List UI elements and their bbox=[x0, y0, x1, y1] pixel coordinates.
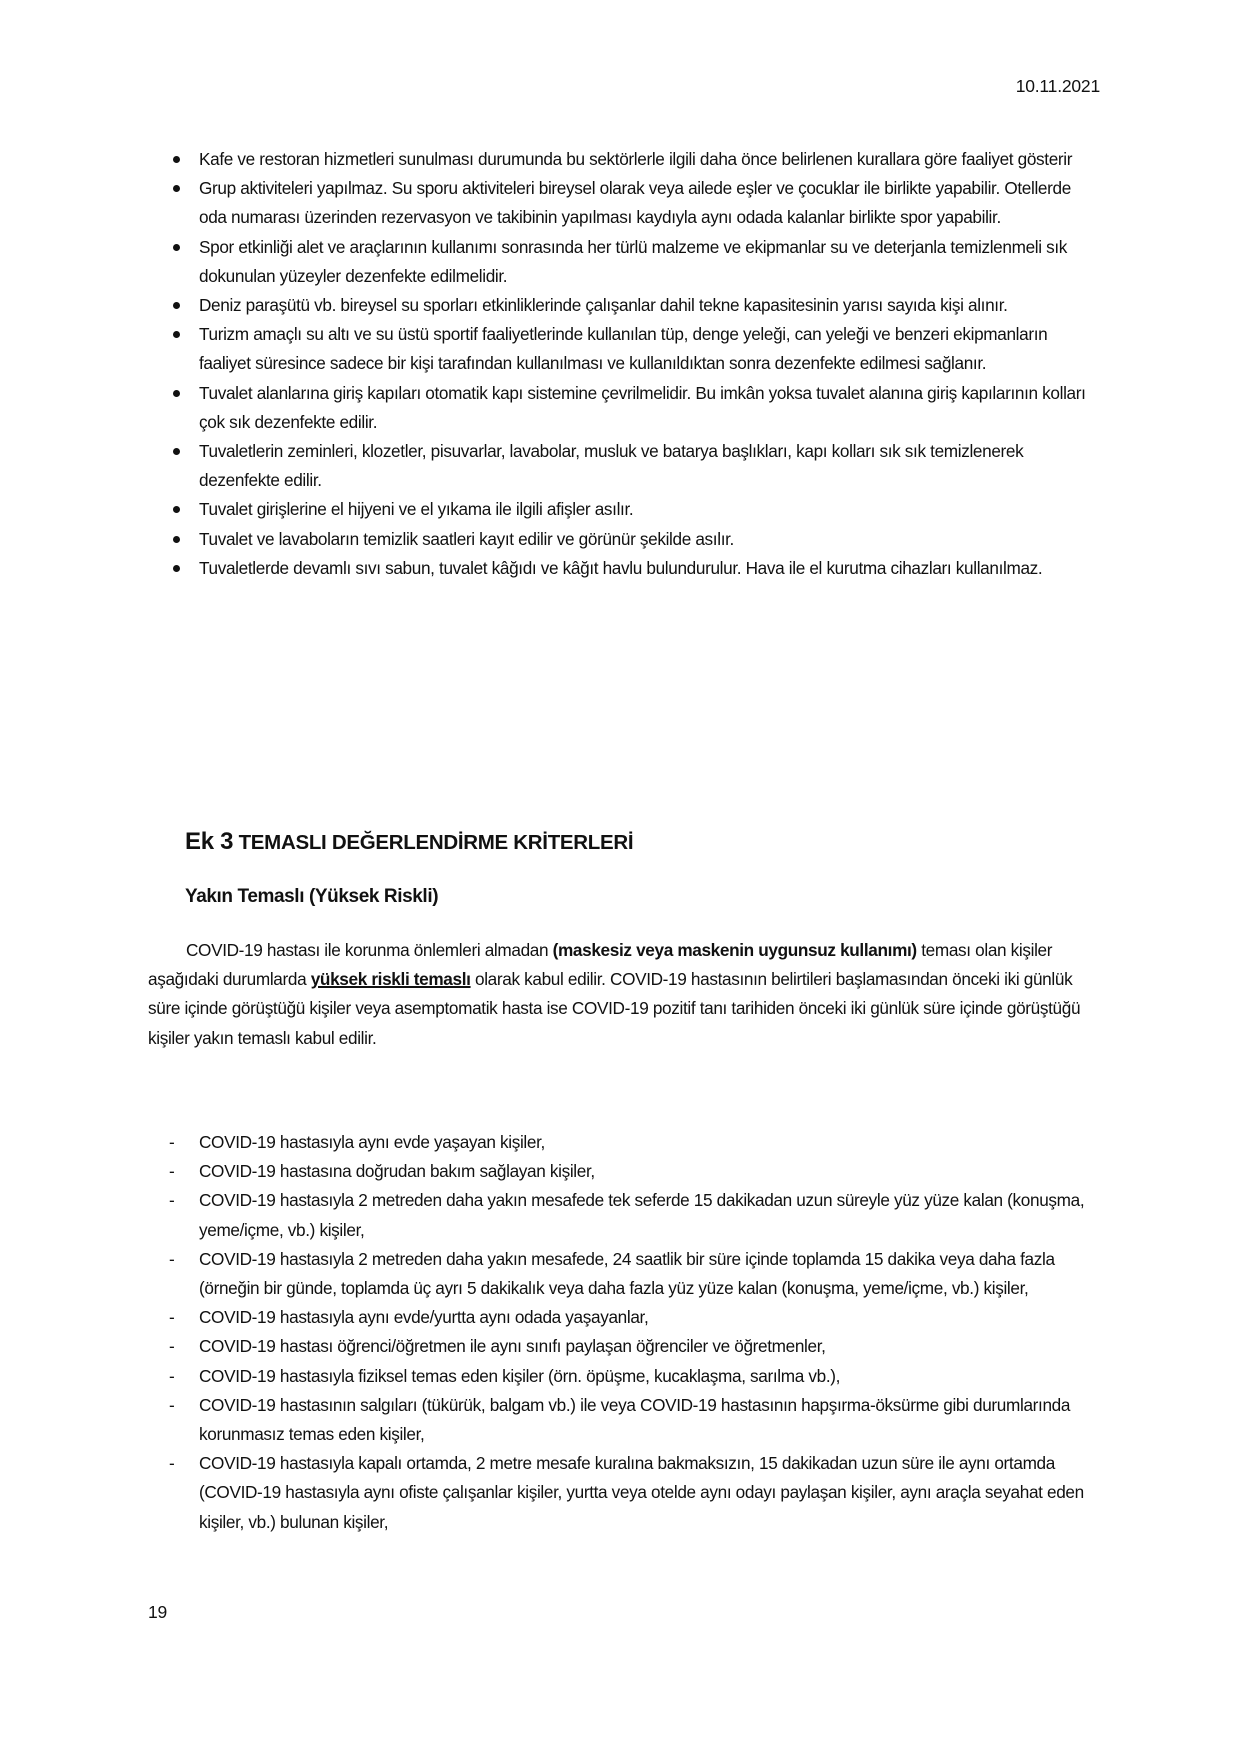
bullet-item: Tuvalet girişlerine el hijyeni ve el yıkama ile ilgili afişler asılır. bbox=[165, 495, 1100, 524]
bullet-item: Kafe ve restoran hizmetleri sunulması durumunda bu sektörlerle ilgili daha önce belirlenen kurallara göre faaliyet gösterir bbox=[165, 145, 1100, 174]
bullet-icon bbox=[173, 565, 180, 572]
dash-icon: - bbox=[169, 1132, 175, 1152]
bullet-icon bbox=[173, 156, 180, 163]
bullet-item: Tuvaletlerin zeminleri, klozetler, pisuvarlar, lavabolar, musluk ve batarya başlıkları, kapı kolları sık sık temizlenerek dezenfekte edilir. bbox=[165, 437, 1100, 495]
dash-item: - COVID-19 hastasıyla 2 metreden daha yakın mesafede, 24 saatlik bir süre içinde toplamda 15 dakika veya daha fazla (örneğin bir günde, toplamda üç ayrı 5 dakikalık veya daha fazla yüz yüze kalan (konuşma, yeme/içme, vb.) kişiler, bbox=[165, 1245, 1100, 1303]
intro-paragraph: COVID-19 hastası ile korunma önlemleri almadan (maskesiz veya maskenin uygunsuz kullanımı) teması olan kişiler aşağıdaki durumlarda yüksek riskli temaslı olarak kabul edilir. COVID-19 hastasının belirtileri başlamasından önceki iki günlük süre içinde görüştüğü kişiler veya asemptomatik hasta ise COVID-19 pozitif tanı tarihiden önceki iki günlük süre içinde görüştüğü kişiler yakın temaslı kabul edilir. bbox=[148, 940, 1081, 1048]
dash-item: - COVID-19 hastasıyla aynı evde yaşayan kişiler, bbox=[165, 1128, 1100, 1157]
section-heading-prefix: Ek 3 bbox=[185, 828, 234, 855]
header-date: 10.11.2021 bbox=[1015, 76, 1100, 96]
bullet-list bbox=[165, 145, 1100, 583]
dash-icon: - bbox=[169, 1190, 175, 1211]
bullet-item: Turizm amaçlı su altı ve su üstü sportif faaliyetlerinde kullanılan tüp, denge yeleği, can yeleği ve benzeri ekipmanların faaliyet süresince sadece bir kişi tarafından kullanılması ve kullanıldıktan sonra dezenfekte edilmesi sağlanır. bbox=[165, 320, 1100, 378]
dash-item: - COVID-19 hastasıyla fiziksel temas eden kişiler (örn. öpüşme, kucaklaşma, sarılma vb.), bbox=[165, 1362, 1100, 1391]
dash-icon: - bbox=[169, 1336, 175, 1357]
section-heading bbox=[185, 828, 633, 856]
dash-item: - COVID-19 hastasının salgıları (tükürük, balgam vb.) ile veya COVID-19 hastasının hapşırma-öksürme gibi durumlarında korunmasız temas eden kişiler, bbox=[165, 1391, 1100, 1449]
page-number: 19 bbox=[148, 1602, 168, 1622]
dash-icon: - bbox=[169, 1307, 175, 1328]
dash-icon: - bbox=[169, 1453, 175, 1474]
bullet-icon bbox=[173, 331, 180, 338]
bullet-item: Tuvalet alanlarına giriş kapıları otomatik kapı sistemine çevrilmelidir. Bu imkân yoksa tuvalet alanına giriş kapılarının kolları çok sık dezenfekte edilir. bbox=[165, 379, 1100, 437]
bullet-icon bbox=[173, 244, 180, 251]
bullet-icon bbox=[173, 185, 180, 192]
bullet-item: Tuvaletlerde devamlı sıvı sabun, tuvalet kâğıdı ve kâğıt havlu bulundurulur. Hava ile el kurutma cihazları kullanılmaz. bbox=[165, 554, 1100, 583]
dash-item: - COVID-19 hastasına doğrudan bakım sağlayan kişiler, bbox=[165, 1157, 1100, 1186]
bullet-icon bbox=[173, 448, 180, 455]
dash-item: - COVID-19 hastasıyla kapalı ortamda, 2 metre mesafe kuralına bakmaksızın, 15 dakikadan uzun süre ile aynı ortamda (COVID-19 hastasıyla aynı ofiste çalışanlar kişiler, yurtta veya otelde aynı odayı paylaşan kişiler, aynı araçla seyahat eden kişiler, vb.) bulunan kişiler, bbox=[165, 1449, 1100, 1537]
emphasis-mask: (maskesiz veya maskenin uygunsuz kullanımı) bbox=[552, 940, 917, 960]
dash-icon: - bbox=[169, 1248, 175, 1269]
dash-item: - COVID-19 hastasıyla aynı evde/yurtta aynı odada yaşayanlar, bbox=[165, 1303, 1100, 1332]
bullet-item: Spor etkinliği alet ve araçlarının kullanımı sonrasında her türlü malzeme ve ekipmanlar su ve deterjanla temizlenmeli sık dokunulan yüzeyler dezenfekte edilmelidir. bbox=[165, 233, 1100, 291]
section-heading-title: TEMASLI DEĞERLENDİRME KRİTERLERİ bbox=[238, 831, 634, 854]
dash-icon: - bbox=[169, 1394, 175, 1415]
section-subheading: Yakın Temaslı (Yüksek Riskli) bbox=[185, 886, 439, 907]
dash-icon: - bbox=[169, 1161, 175, 1182]
bullet-icon bbox=[173, 302, 180, 309]
dash-item: - COVID-19 hastasıyla 2 metreden daha yakın mesafede tek seferde 15 dakikadan uzun süreyle yüz yüze kalan (konuşma, yeme/içme, vb.) kişiler, bbox=[165, 1186, 1100, 1244]
bullet-icon bbox=[173, 390, 180, 397]
dash-item: - COVID-19 hastası öğrenci/öğretmen ile aynı sınıfı paylaşan öğrenciler ve öğretmenler, bbox=[165, 1332, 1100, 1361]
dash-icon: - bbox=[169, 1365, 175, 1386]
bullet-item: Grup aktiviteleri yapılmaz. Su sporu aktiviteleri bireysel olarak veya ailede eşler ve çocuklar ile birlikte yapabilir. Otellerde oda numarası üzerinden rezervasyon ve takibinin yapılması kaydıyla aynı odada kalanlar birlikte spor yapabilir. bbox=[165, 174, 1100, 232]
bullet-item: Deniz paraşütü vb. bireysel su sporları etkinliklerinde çalışanlar dahil tekne kapasitesinin yarısı sayıda kişi alınır. bbox=[165, 291, 1100, 320]
emphasis-high-risk: yüksek riskli temaslı bbox=[310, 969, 471, 990]
bullet-icon bbox=[173, 536, 180, 543]
bullet-icon bbox=[173, 506, 180, 513]
bullet-item: Tuvalet ve lavaboların temizlik saatleri kayıt edilir ve görünür şekilde asılır. bbox=[165, 525, 1100, 554]
dash-list bbox=[165, 1128, 1100, 1537]
